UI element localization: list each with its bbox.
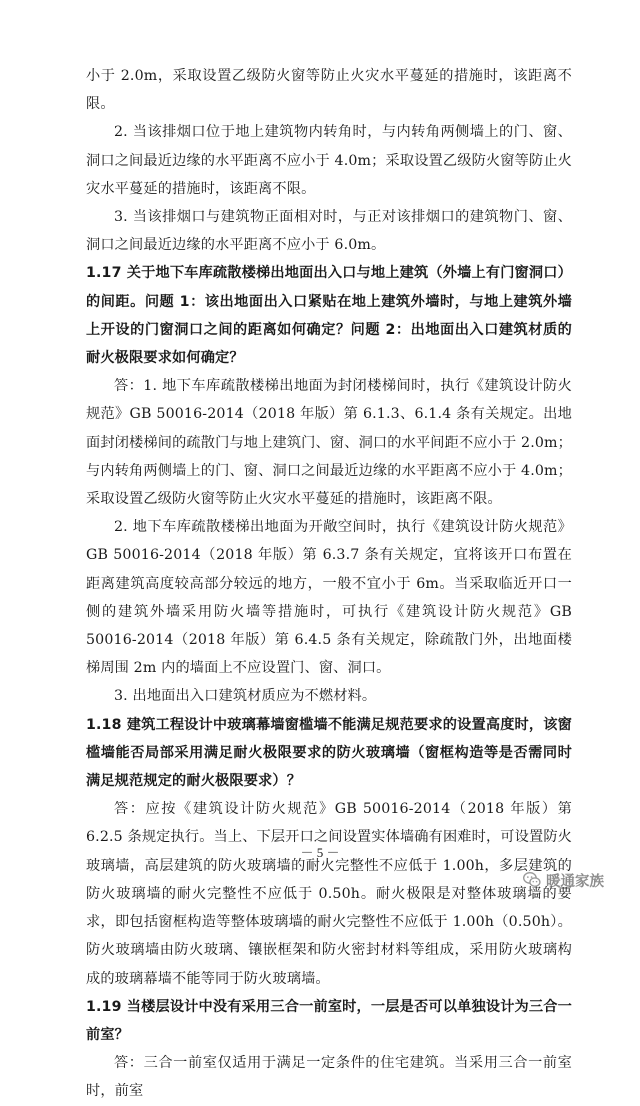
section-heading-1-19: 1.19 当楼层设计中没有采用三合一前室时，一层是否可以单独设计为三合一前室？ <box>86 998 572 1043</box>
answer-1-19: 答：三合一前室仅适用于满足一定条件的住宅建筑。当采用三合一前室时，前室 <box>86 1055 572 1100</box>
answer-1-17-part-2: 2. 地下车库疏散楼梯出地面为开敞空间时，执行《建筑设计防火规范》GB 50016-2014（2018 年版）第 6.3.7 条有关规定，宜将该开口布置在距离建筑高度较高部分较远的地方，一般不宜小于 6m。当采取临近开口一侧的建筑外墙采用防火墙等措施时，可执行《建筑设计防火规范》GB 50016-2014（2018 年版）第 6.4.5 条有关规定，除疏散门外，出地面楼梯周围 2m 内的墙面上不应设置门、窗、洞口。 <box>86 519 572 677</box>
paragraph-continuation: 小于 2.0m，采取设置乙级防火窗等防止火灾水平蔓延的措施时，该距离不限。 <box>86 68 572 113</box>
paragraph-item-2: 2. 当该排烟口位于地上建筑物内转角时，与内转角两侧墙上的门、窗、洞口之间最近边缘的水平距离不应小于 4.0m；采取设置乙级防火窗等防止火灾水平蔓延的措施时，该距离不限。 <box>86 124 572 197</box>
section-heading-1-18: 1.18 建筑工程设计中玻璃幕墙窗槛墙不能满足规范要求的设置高度时，该窗槛墙能否局部采用满足耐火极限要求的防火玻璃墙（窗框构造等是否需同时满足规范规定的耐火极限要求）？ <box>86 716 572 790</box>
answer-1-17-part-3: 3. 出地面出入口建筑材质应为不燃材料。 <box>114 688 377 705</box>
section-heading-1-17: 1.17 关于地下车库疏散楼梯出地面出入口与地上建筑（外墙上有门窗洞口）的间距。问题 1：该出地面出入口紧贴在地上建筑外墙时，与地上建筑外墙上开设的门窗洞口之间的距离如何确定？问题 2：出地面出入口建筑材质的耐火极限要求如何确定？ <box>86 265 572 367</box>
answer-1-18: 答：应按《建筑设计防火规范》GB 50016-2014（2018 年版）第 6.2.5 条规定执行。当上、下层开口之间设置实体墙确有困难时，可设置防火玻璃墙，高层建筑的防火玻璃墙的耐火完整性不应低于 1.00h，多层建筑的防火玻璃墙的耐火完整性不应低于 0.50h。耐火极限是对整体玻璃墙的要求，即包括窗框构造等整体玻璃墙的耐火完整性不应低于 1.00h（0.50h）。防火玻璃墙由防火玻璃、镶嵌框架和防火密封材料等组成，采用防火玻璃构成的玻璃幕墙不能等同于防火玻璃墙。 <box>86 801 572 987</box>
paragraph-item-3: 3. 当该排烟口与建筑物正面相对时，与正对该排烟口的建筑物门、窗、洞口之间最近边缘的水平距离不应小于 6.0m。 <box>86 209 572 254</box>
watermark <box>522 866 632 894</box>
watermark-text: 暖通家族 <box>546 873 604 890</box>
document-body <box>86 62 572 1106</box>
answer-1-17-part-1: 答：1. 地下车库疏散楼梯出地面为封闭楼梯间时，执行《建筑设计防火规范》GB 50016-2014（2018 年版）第 6.1.3、6.1.4 条有关规定。出地面封闭楼梯间的疏散门与地上建筑门、窗、洞口的水平间距不应小于 2.0m；与内转角两侧墙上的门、窗、洞口之间最近边缘的水平距离不应小于 4.0m；采取设置乙级防火窗等防止火灾水平蔓延的措施时，该距离不限。 <box>86 378 572 508</box>
wechat-icon <box>522 870 542 890</box>
page-number: － 5 － <box>300 845 340 860</box>
